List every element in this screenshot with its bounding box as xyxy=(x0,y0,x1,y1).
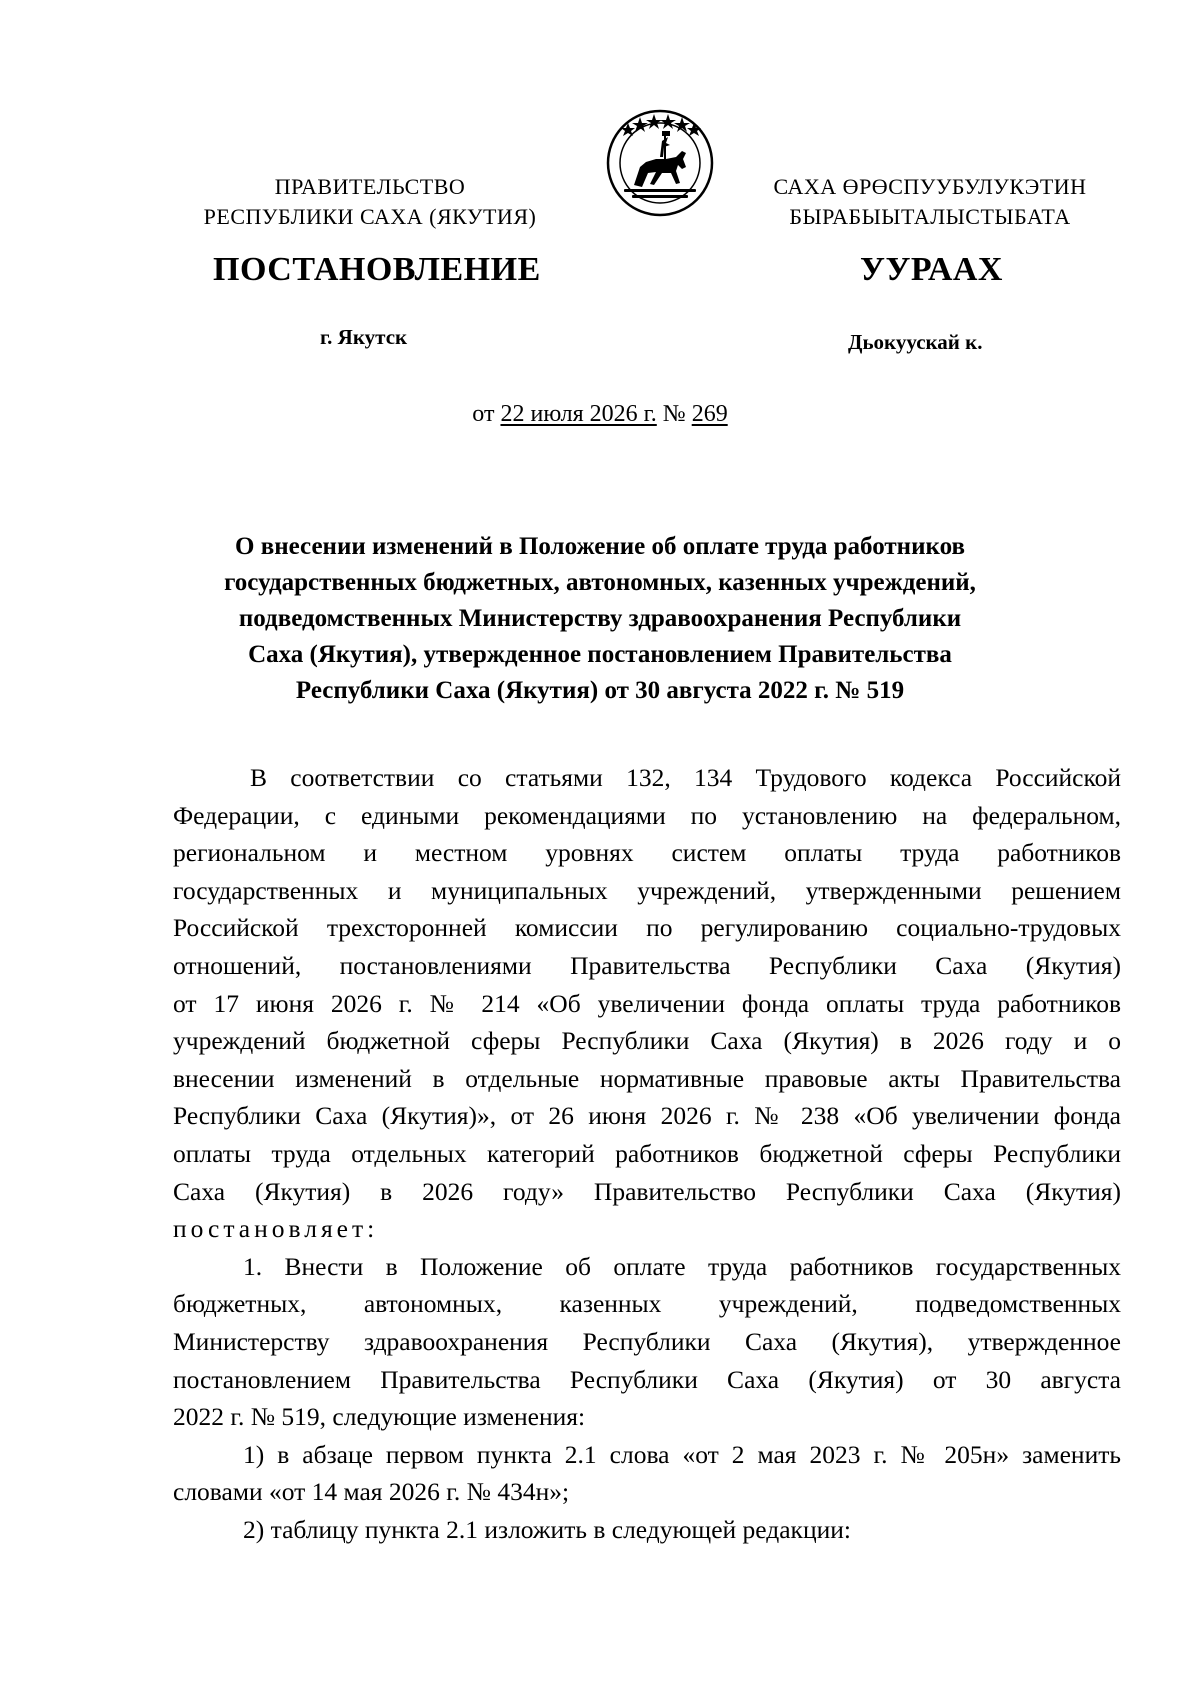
header-right xyxy=(730,172,1130,232)
body-line: учреждений бюджетной сферы Республики Саха (Якутия) в 2026 году и о xyxy=(173,1026,1121,1056)
body-line: словами «от 14 мая 2026 г. № 434н»; xyxy=(173,1477,570,1507)
body-line: 1) в абзаце первом пункта 2.1 слова «от 2 мая 2023 г. № 205н» заменить xyxy=(243,1439,1121,1469)
body-line: бюджетных, автономных, казенных учреждений, подведомственных xyxy=(173,1289,1121,1319)
header-right-line1: САХА ӨРӨСПУУБУЛУКЭТИН xyxy=(773,174,1087,199)
body-line: Министерству здравоохранения Республики Саха (Якутия), утвержденное xyxy=(173,1326,1121,1356)
header-left xyxy=(170,172,570,232)
body-line: региональном и местном уровнях систем оплаты труда работников xyxy=(173,838,1121,868)
doc-type-left: ПОСТАНОВЛЕНИЕ xyxy=(213,251,541,288)
date-prefix: от xyxy=(472,401,501,427)
document-body xyxy=(173,759,1121,1548)
title-line: государственных бюджетных, автономных, казенных учреждений, xyxy=(224,569,976,596)
document-number: 269 xyxy=(691,401,728,427)
body-line: оплаты труда отдельных категорий работников бюджетной сферы Республики xyxy=(173,1138,1121,1168)
city-right: Дьокуускай к. xyxy=(848,330,983,354)
document-date: 22 июля 2026 г. xyxy=(500,401,657,427)
body-line: Федерации, с едиными рекомендациями по установлению на федеральном, xyxy=(173,800,1121,830)
body-line: 2022 г. № 519, следующие изменения: xyxy=(173,1402,586,1432)
header-right-line2: БЫРАБЫЫТАЛЫСТЫБАТА xyxy=(789,204,1071,229)
body-line: постановляет: xyxy=(173,1214,379,1244)
title-line: подведомственных Министерству здравоохранения Республики xyxy=(238,605,962,632)
header-left-line1: ПРАВИТЕЛЬСТВО xyxy=(274,174,466,199)
coat-of-arms-yakutia-icon xyxy=(604,107,716,219)
body-line: Саха (Якутия) в 2026 году» Правительство Республики Саха (Якутия) xyxy=(173,1176,1121,1206)
number-sign: № xyxy=(656,401,692,427)
document-title xyxy=(150,529,1050,709)
doc-type-right: УУРААХ xyxy=(860,251,1003,288)
body-line: 2) таблицу пункта 2.1 изложить в следующей редакции: xyxy=(243,1514,851,1544)
title-line: Саха (Якутия), утвержденное постановлением Правительства xyxy=(248,641,952,668)
title-line: Республики Саха (Якутия) от 30 августа 2022 г. № 519 xyxy=(295,677,905,704)
document-dateline xyxy=(0,401,1200,428)
body-line: внесении изменений в отдельные нормативные правовые акты Правительства xyxy=(173,1063,1121,1093)
body-line: 1. Внести в Положение об оплате труда работников государственных xyxy=(243,1251,1121,1281)
body-line: Республики Саха (Якутия)», от 26 июня 2026 г. № 238 «Об увеличении фонда xyxy=(173,1101,1121,1131)
body-line: В соответствии со статьями 132, 134 Трудового кодекса Российской xyxy=(250,763,1121,792)
title-line: О внесении изменений в Положение об оплате труда работников xyxy=(235,533,965,560)
body-line: Российской трехсторонней комиссии по регулированию социально-трудовых xyxy=(173,913,1121,943)
header-left-line2: РЕСПУБЛИКИ САХА (ЯКУТИЯ) xyxy=(203,204,537,229)
body-line: государственных и муниципальных учреждений, утвержденными решением xyxy=(173,875,1121,905)
body-line: отношений, постановлениями Правительства Республики Саха (Якутия) xyxy=(173,950,1121,980)
body-line: постановлением Правительства Республики Саха (Якутия) от 30 августа xyxy=(173,1364,1121,1394)
body-line: от 17 июня 2026 г. № 214 «Об увеличении фонда оплаты труда работников xyxy=(173,988,1121,1018)
city-left: г. Якутск xyxy=(320,325,408,349)
